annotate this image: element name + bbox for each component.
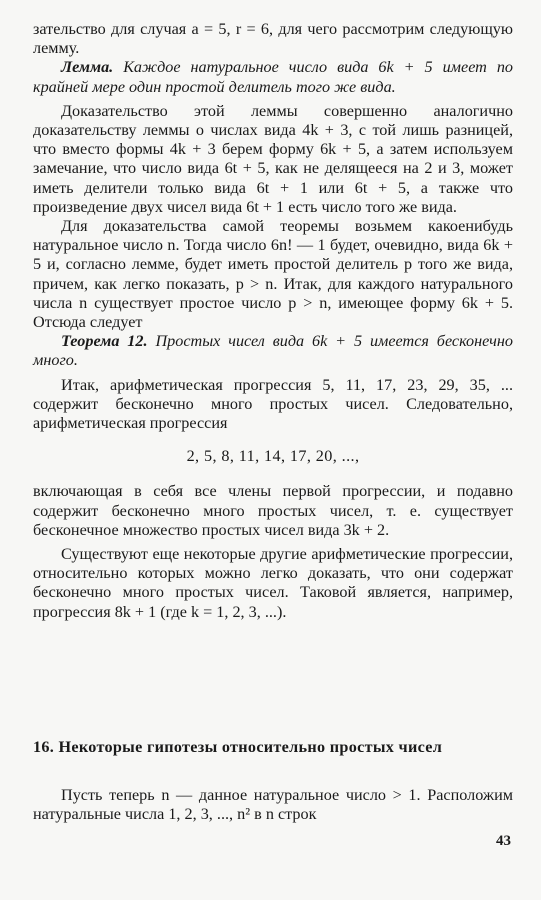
- lemma-text: Каждое натуральное число вида 6k + 5 имеет по крайней мере один простой делитель того же вида.: [33, 58, 514, 96]
- paragraph-proof: Доказательство этой леммы совершенно аналогично доказательству леммы о числах вида 4k + 3, с той лишь разницей, что вместо формы 4k + 3 берем форму 6k + 5, а затем используем замечание, что число вида 6t + 5, как не делящееся на 2 и 3, может иметь делители только вида 6t + 1 или 6t + 5, а также что произведение двух чисел вида 6t + 1 есть число того же вида.: [33, 101, 513, 216]
- paragraph-section-start: Пусть теперь n — данное натуральное число > 1. Расположим натуральные числа 1, 2, 3, ..., n² в n строк: [33, 786, 513, 824]
- page-number: 43: [496, 833, 511, 849]
- theorem-statement: [33, 332, 513, 370]
- paragraph-theorem-proof: Для доказательства самой теоремы возьмем какоенибудь натуральное число n. Тогда число 6n! — 1 будет, очевидно, вида 6k + 5 и, согласно лемме, будет иметь простой делитель p того же вида, причем, как легко показать, p > n. Итак, для каждого натурального числа n существует простое число p > n, имеющее форму 6k + 5. Отсюда следует: [33, 217, 513, 332]
- theorem-text: Простых чисел вида 6k + 5 имеется бесконечно много.: [33, 332, 513, 370]
- paragraph-other-progressions: Существуют еще некоторые другие арифметические прогрессии, относительно которых можно легко доказать, что они содержат бесконечно много простых чисел. Таковой является, например, прогрессия 8k + 1 (где k = 1, 2, 3, ...).: [33, 545, 513, 621]
- paragraph-continuation: зательство для случая a = 5, r = 6, для чего рассмотрим следующую лемму.: [33, 20, 513, 58]
- lemma-heading: Лемма.: [61, 58, 114, 77]
- paragraph-conclusion: включающая в себя все члены первой прогрессии, и подавно содержит бесконечно много простых чисел, т. е. существует бесконечное множество простых чисел вида 3k + 2.: [33, 482, 513, 539]
- section-heading: 16. Некоторые гипотезы относительно простых чисел: [33, 738, 443, 756]
- page-body: [33, 20, 513, 622]
- lemma-statement: [33, 58, 513, 96]
- theorem-heading: Теорема 12.: [61, 332, 148, 351]
- progression-formula: 2, 5, 8, 11, 14, 17, 20, ...,: [186, 447, 360, 466]
- paragraph-progression: Итак, арифметическая прогрессия 5, 11, 17, 23, 29, 35, ... содержит бесконечно много простых чисел. Следовательно, арифметическая прогрессия: [33, 375, 513, 433]
- section-body: [33, 786, 513, 824]
